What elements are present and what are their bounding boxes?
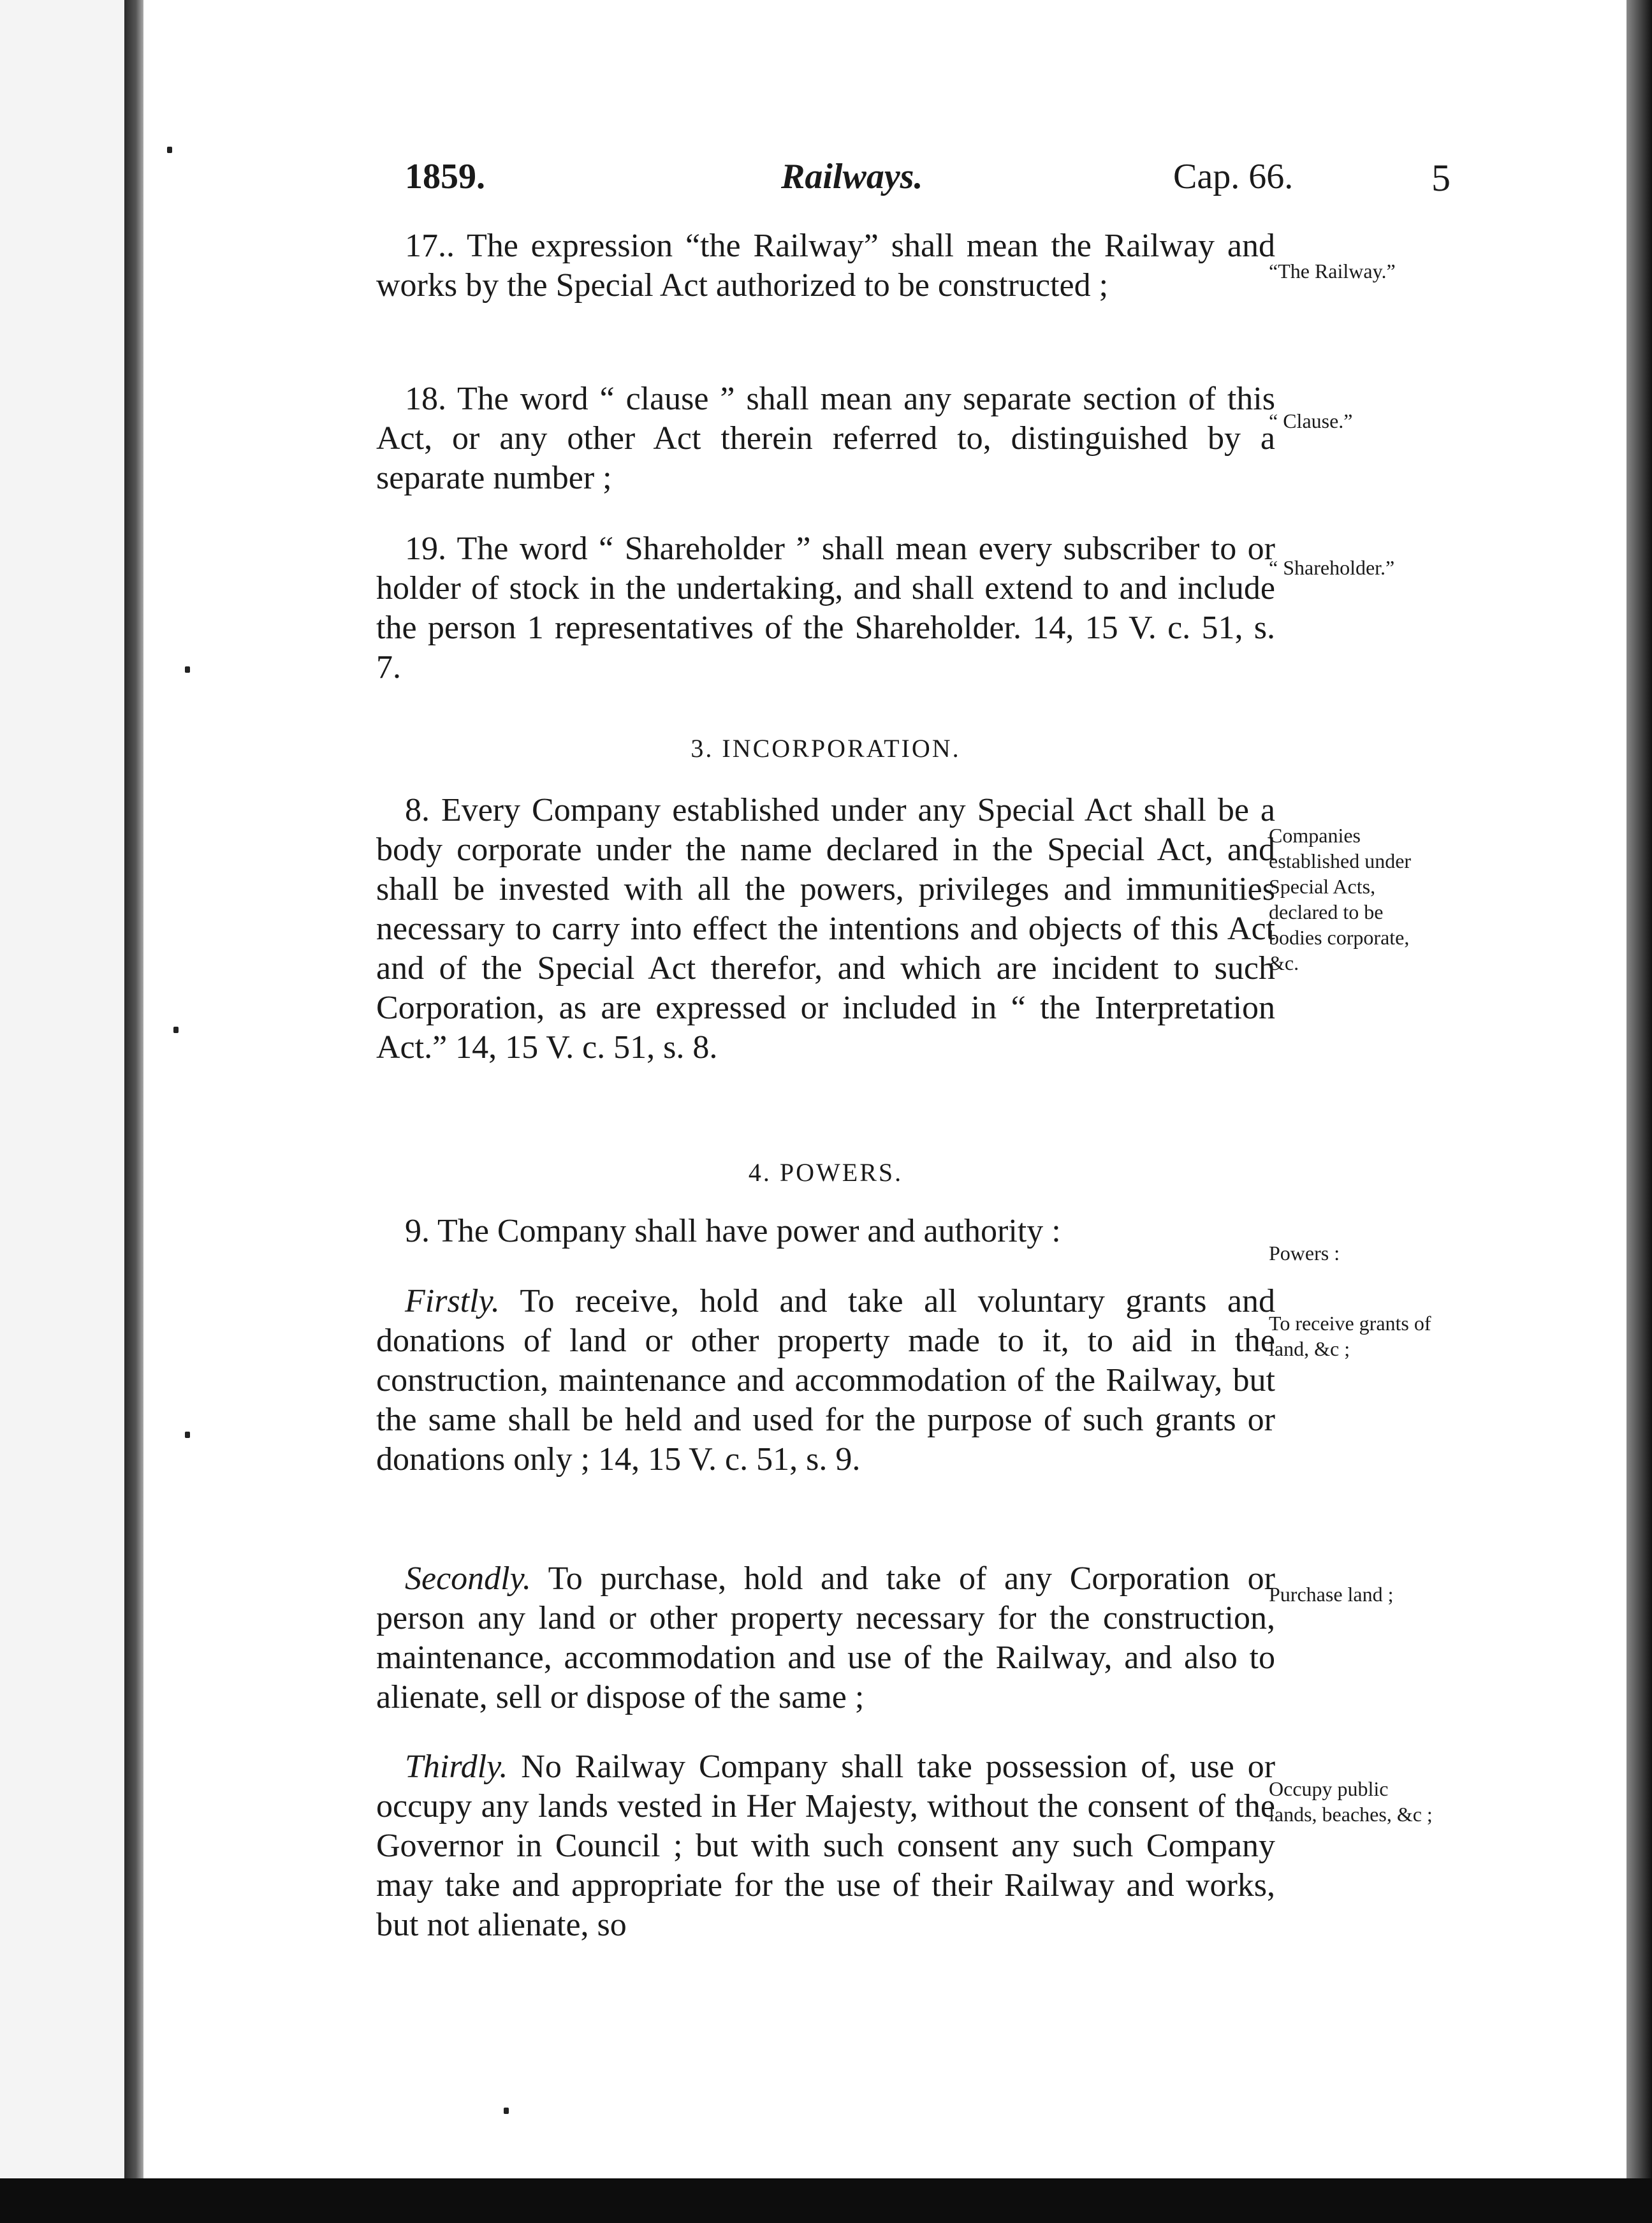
- margin-note-grants: To receive grants of land, &c ;: [1269, 1312, 1431, 1360]
- section-18-text: 18. The word “ clause ” shall mean any separate section of this Act, or any other Act therein referred to, distinguished by a separate number ;: [376, 381, 1275, 496]
- section-18: [376, 379, 1275, 498]
- margin-note-railway: “The Railway.”: [1269, 260, 1396, 282]
- clause-firstly-text: To receive, hold and take all voluntary grants and donations of land or other property made to it, to aid in the construction, maintenance and accommodation of the Railway, but the same shall be held and used for the purpose of such grants or donations only ; 14, 15 V. c. 51, s. 9.: [376, 1283, 1275, 1478]
- clause-firstly-label: Firstly.: [405, 1283, 500, 1319]
- clause-secondly-text: To purchase, hold and take of any Corporation or person any land or other property necessary for the construction, maintenance, accommodation and use of the Railway, and also to alienate, sell or dispose of the same ;: [376, 1560, 1275, 1715]
- section-19: [376, 529, 1275, 687]
- clause-secondly-label: Secondly.: [405, 1560, 531, 1597]
- scan-speck: [504, 2108, 509, 2114]
- section-17: [376, 226, 1275, 305]
- margin-note-purchase: Purchase land ;: [1269, 1583, 1394, 1606]
- clause-thirdly-text: No Railway Company shall take possession of, use or occupy any lands vested in Her Majesty, without the consent of the Governor in Council ; but with such consent any such Company may take and appropriate for the use of their Railway and works, but not alienate, so: [376, 1749, 1276, 1943]
- scan-speck: [185, 666, 190, 673]
- scan-bottom-border: [0, 2178, 1652, 2223]
- running-header: [405, 156, 1466, 207]
- margin-note-shareholder: “ Shareholder.”: [1269, 556, 1395, 579]
- section-17-text: 17.. The expression “the Railway” shall mean the Railway and works by the Special Act authorized to be constructed ;: [376, 228, 1275, 304]
- book-spine-shadow: [124, 0, 143, 2223]
- clause-firstly: [376, 1282, 1275, 1479]
- section-9: [376, 1212, 1275, 1251]
- page-number: 5: [1431, 157, 1451, 199]
- header-chapter: Cap. 66.: [1173, 157, 1294, 196]
- clause-thirdly: [376, 1747, 1275, 1945]
- section-8: [376, 791, 1275, 1067]
- scan-speck: [167, 147, 172, 153]
- header-year: 1859.: [405, 157, 485, 196]
- section-9-text: 9. The Company shall have power and authority :: [405, 1213, 1061, 1249]
- section-19-text: 19. The word “ Shareholder ” shall mean every subscriber to or holder of stock in the undertaking, and shall extend to and include the person 1 representatives of the Shareholder. 14, 15 V. c. 51, s. 7.: [376, 531, 1275, 686]
- margin-note-clause: “ Clause.”: [1269, 409, 1353, 432]
- scan-speck: [185, 1432, 190, 1438]
- clause-secondly: [376, 1559, 1275, 1717]
- scan-speck: [173, 1027, 179, 1033]
- clause-thirdly-label: Thirdly.: [405, 1749, 508, 1785]
- header-title: Railways.: [781, 157, 923, 196]
- margin-note-occupy: Occupy public lands, beaches, &c ;: [1269, 1777, 1433, 1826]
- heading-incorporation: 3. INCORPORATION.: [691, 734, 961, 763]
- page-edge-shadow: [1626, 0, 1652, 2223]
- heading-powers: 4. POWERS.: [748, 1158, 903, 1187]
- margin-note-companies: Companies established under Special Acts, declared to be bodies corporate, &c.: [1269, 824, 1412, 974]
- margin-note-powers: Powers :: [1269, 1242, 1340, 1265]
- section-8-text: 8. Every Company established under any Special Act shall be a body corporate under the name declared in the Special Act, and shall be invested with all the powers, privileges and immunities necessary to carry into effect the intentions and objects of this Act and of the Special Act therefor, and which are incident to such Corporation, as are expressed or included in “ the Interpretation Act.” 14, 15 V. c. 51, s. 8.: [376, 792, 1275, 1066]
